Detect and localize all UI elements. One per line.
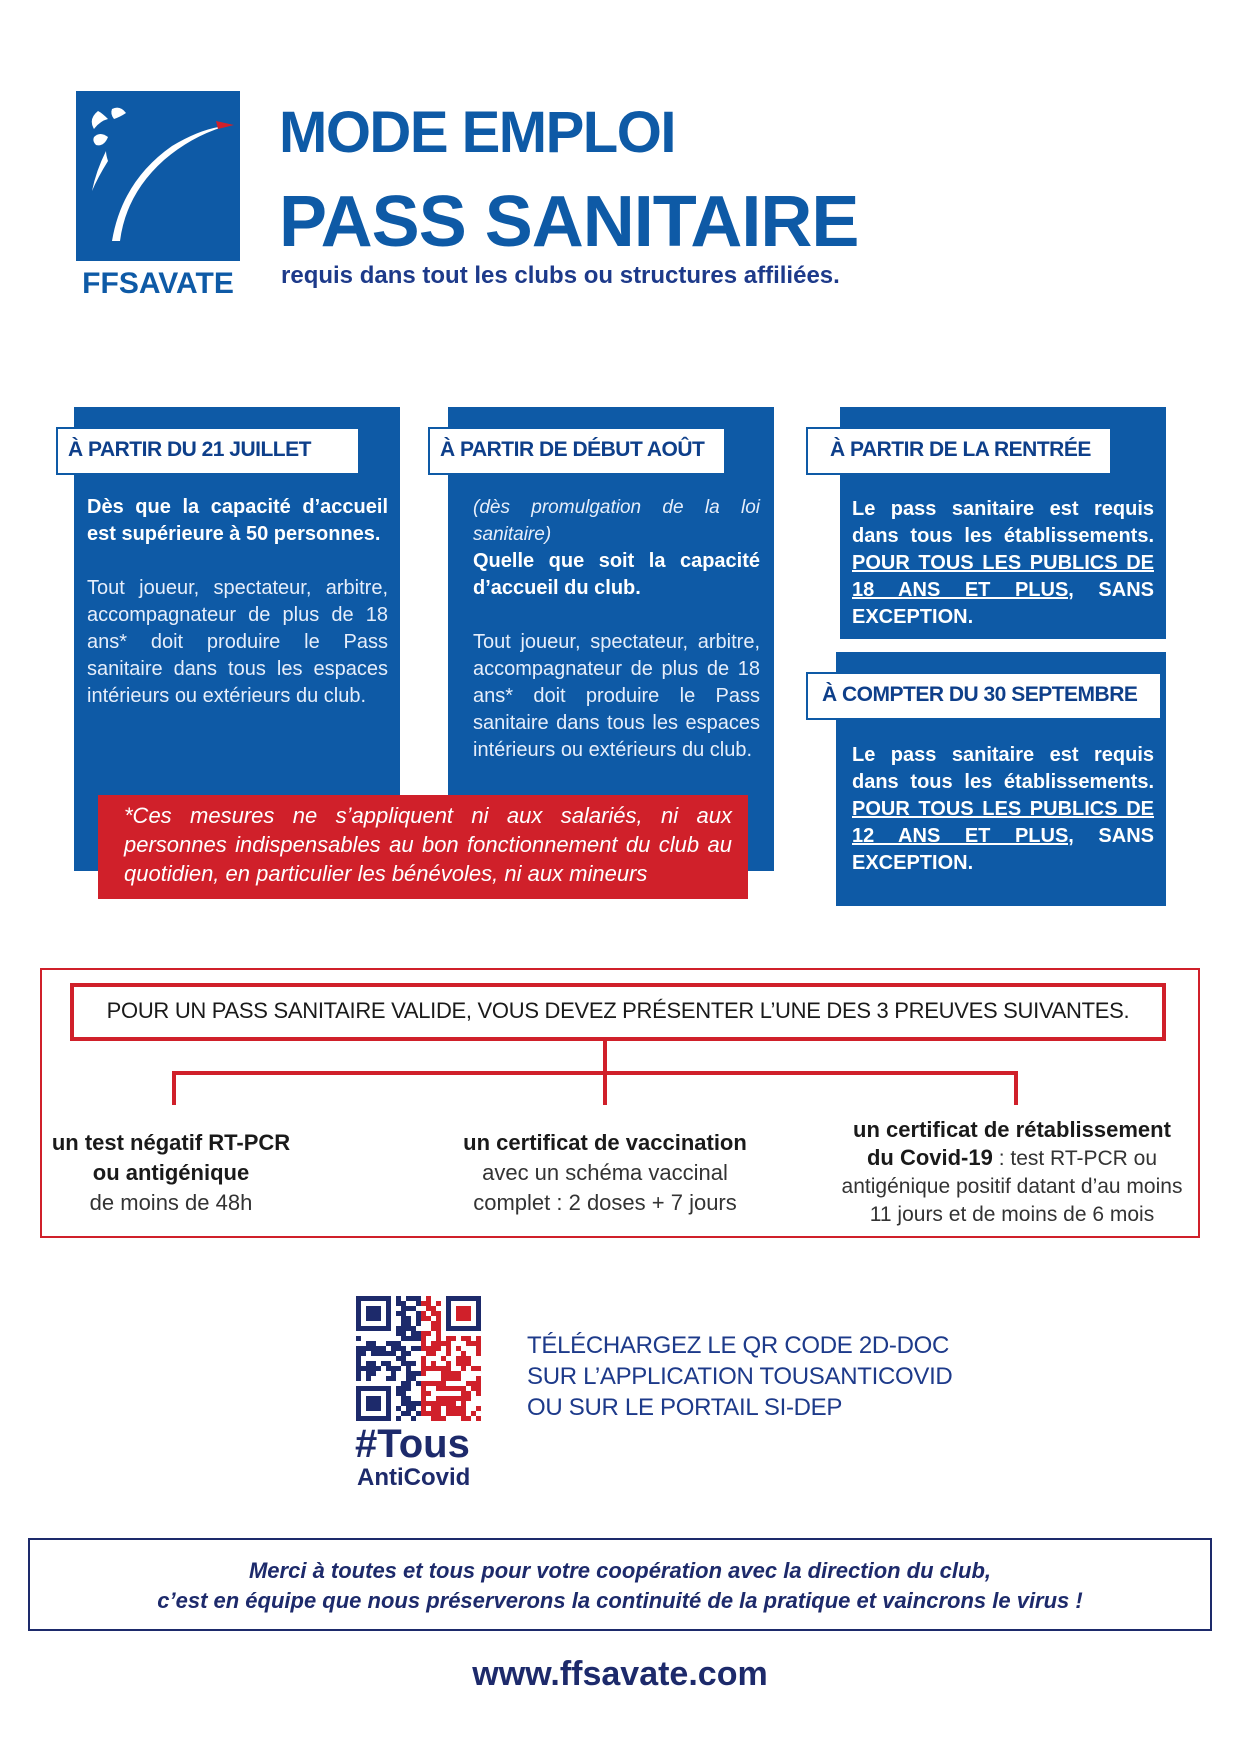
column-4-text [852,742,1154,877]
proof-test-line1: un test négatif RT-PCR [51,1130,291,1155]
tousanticovid-brand-line2: AntiCovid [357,1464,471,1491]
column-1-bold: Dès que la capacité d’accueil est supérieure à 50 personnes. [87,496,388,545]
column-3-tail: SANS EXCEPTION. [852,579,1154,628]
qr-line3: OU SUR LE PORTAIL SI-DEP [527,1394,843,1421]
page-title-line2: PASS SANITAIRE [279,182,859,262]
proof-recovery-line2b: : test RT-PCR ou [992,1147,1158,1170]
column-3-tab: À PARTIR DE LA RENTRÉE [806,427,1112,475]
column-2-text [473,494,760,764]
connector-vertical [603,1041,607,1073]
proof-test-line3: de moins de 48h [89,1190,253,1215]
proof-vaccination-line3: complet : 2 doses + 7 jours [473,1190,737,1215]
column-1-tab: À PARTIR DU 21 JUILLET [56,427,360,475]
connector-horizontal [172,1071,1018,1075]
proof-recovery-line2: du Covid-19 [866,1145,993,1170]
column-3-underline: POUR TOUS LES PUBLICS DE 18 ANS ET PLUS, [852,552,1154,601]
proof-vaccination-line1: un certificat de vaccination [463,1130,747,1155]
proof-recovery [832,1116,1192,1229]
column-4-bold: Le pass sanitaire est requis dans tous les établissements. [852,744,1154,793]
column-2-tab: À PARTIR DE DÉBUT AOÛT [428,427,726,475]
thank-you-line1: Merci à toutes et tous pour votre coopération avec la direction du club, [248,1558,992,1583]
website-link[interactable]: www.ffsavate.com [472,1655,768,1693]
page-subtitle: requis dans tout les clubs ou structures affiliées. [281,262,840,289]
proof-recovery-line3: antigénique positif datant d’au moins [841,1175,1183,1198]
connector-right [1014,1071,1018,1105]
thank-you-box [28,1538,1212,1631]
proof-test-line2: ou antigénique [92,1160,250,1185]
thank-you-line2: c’est en équipe que nous préserverons la continuité de la pratique et vaincrons le virus ! [157,1588,1083,1613]
column-2-bold: Quelle que soit la capacité d’accueil du club. [473,550,760,599]
tousanticovid-brand-line1: #Tous [355,1422,470,1466]
proof-vaccination [440,1128,770,1218]
qr-code [356,1296,482,1424]
qr-line1: TÉLÉCHARGEZ LE QR CODE 2D-DOC [527,1332,950,1359]
column-1-text [87,494,388,710]
proof-recovery-line1: un certificat de rétablissement [853,1117,1171,1142]
ffsavate-logo [76,91,240,301]
column-2-body: Tout joueur, spectateur, arbitre, accompagnateur de plus de 18 ans* doit produire le Pass sanitaire dans tous les espaces intérieurs ou extérieurs du club. [473,631,760,761]
logo-text: FFSAVATE [82,267,234,300]
proofs-heading: POUR UN PASS SANITAIRE VALIDE, VOUS DEVEZ PRÉSENTER L’UNE DES 3 PREUVES SUIVANTES. [70,983,1166,1041]
column-3-text [852,496,1154,631]
column-3-bold: Le pass sanitaire est requis dans tous les établissements. [852,498,1154,547]
proof-recovery-line4: 11 jours et de moins de 6 mois [869,1203,1155,1226]
column-2-italic: (dès promulgation de la loi sanitaire) [473,497,760,545]
column-1-body: Tout joueur, spectateur, arbitre, accompagnateur de plus de 18 ans* doit produire le Pass sanitaire dans tous les espaces intérieurs ou extérieurs du club. [87,577,388,707]
proof-vaccination-line2: avec un schéma vaccinal [482,1160,728,1185]
connector-left [172,1071,176,1105]
page-title-line1: MODE EMPLOI [279,100,675,165]
column-4-tab: À COMPTER DU 30 SEPTEMBRE [806,672,1162,720]
footnote-note: *Ces mesures ne s’appliquent ni aux salariés, ni aux personnes indispensables au bon fonctionnement du club au quotidien, en particulier les bénévoles, ni aux mineurs [98,795,748,899]
qr-instructions [527,1330,952,1423]
qr-line2: SUR L’APPLICATION TOUSANTICOVID [527,1363,953,1390]
column-4-tail: SANS EXCEPTION. [852,825,1154,874]
connector-middle [603,1071,607,1105]
proof-test [46,1128,296,1218]
column-4-underline: POUR TOUS LES PUBLICS DE 12 ANS ET PLUS, [852,798,1154,847]
